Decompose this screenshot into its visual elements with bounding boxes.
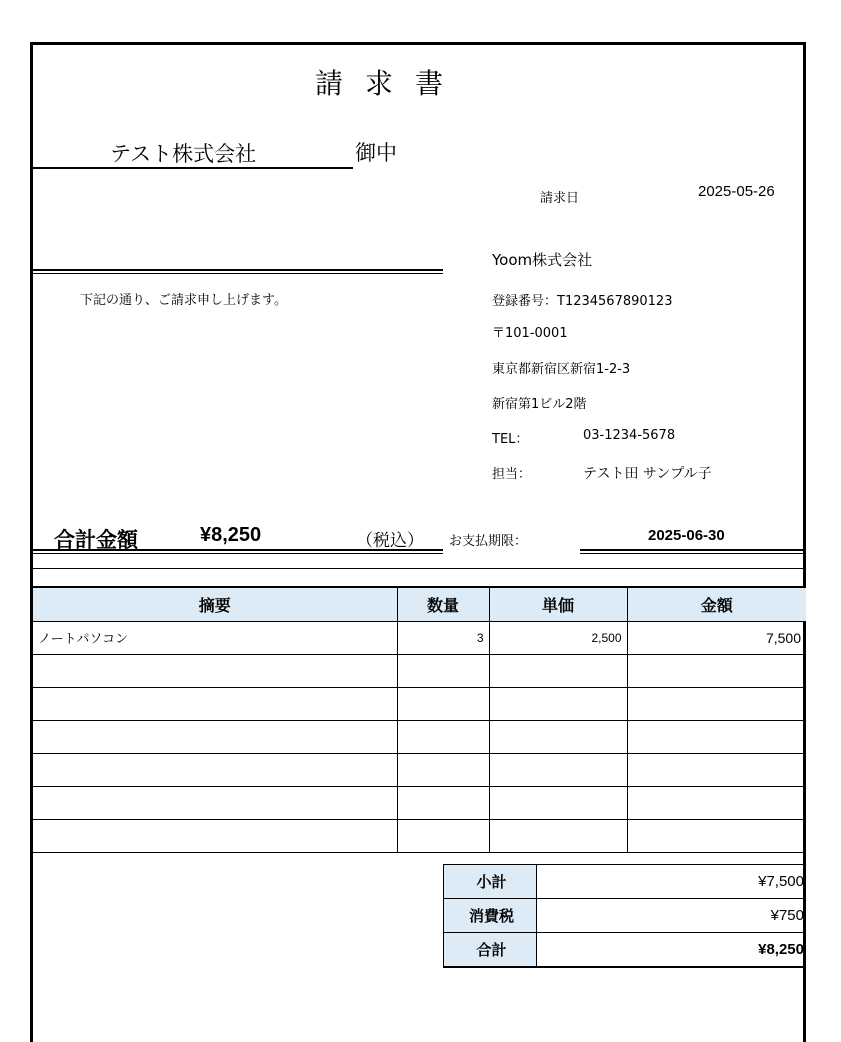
cell-amount	[627, 753, 806, 786]
table-row	[33, 621, 806, 654]
header-description: 摘要	[33, 587, 397, 621]
issuer-registration: 登録番号：T1234567890123	[492, 294, 673, 309]
subtotal-row	[444, 865, 807, 899]
total-underline	[33, 549, 443, 554]
issuer-staff-label: 担当：	[492, 467, 532, 482]
cell-amount	[627, 819, 806, 852]
table-row	[33, 819, 806, 852]
client-honorific: 御中	[355, 141, 397, 165]
tax-included-note: （税込）	[356, 531, 424, 551]
cell-amount	[627, 786, 806, 819]
cell-quantity: 3	[397, 621, 489, 654]
divider	[33, 568, 806, 569]
cell-amount	[627, 654, 806, 687]
cell-unit-price	[489, 753, 627, 786]
tax-label: 消費税	[444, 899, 537, 933]
items-table	[33, 586, 806, 853]
cell-unit-price	[489, 687, 627, 720]
header-amount: 金額	[627, 587, 806, 621]
cell-quantity	[397, 720, 489, 753]
issuer-tel: 03-1234-5678	[583, 428, 676, 443]
cell-quantity	[397, 654, 489, 687]
table-row	[33, 720, 806, 753]
cell-description	[33, 720, 397, 753]
cell-description	[33, 687, 397, 720]
cell-description	[33, 819, 397, 852]
subtotal-value: ¥7,500	[537, 865, 807, 899]
totals-table	[443, 864, 806, 968]
table-row	[33, 654, 806, 687]
divider-double	[33, 269, 443, 274]
cell-unit-price	[489, 720, 627, 753]
cell-amount	[627, 720, 806, 753]
cell-quantity	[397, 753, 489, 786]
table-row	[33, 753, 806, 786]
client-name: テスト株式会社	[110, 142, 257, 166]
grand-total-value: ¥8,250	[537, 933, 807, 967]
subtotal-label: 小計	[444, 865, 537, 899]
issuer-staff: テスト田 サンプル子	[583, 466, 712, 482]
total-amount: ¥8,250	[200, 524, 262, 546]
cell-amount	[627, 687, 806, 720]
cell-unit-price	[489, 819, 627, 852]
cell-unit-price	[489, 654, 627, 687]
total-amount-label: 合計金額	[54, 528, 138, 552]
cell-unit-price	[489, 786, 627, 819]
tax-row	[444, 899, 807, 933]
items-header-row	[33, 587, 806, 621]
header-unit-price: 単価	[489, 587, 627, 621]
document-title: 請求書	[315, 67, 466, 100]
issuer-tel-label: TEL：	[492, 432, 529, 447]
cell-amount: 7,500	[627, 621, 806, 654]
cell-quantity	[397, 786, 489, 819]
tax-value: ¥750	[537, 899, 807, 933]
issuer-address2: 新宿第1ビル2階	[492, 397, 587, 412]
due-date-label: お支払期限：	[449, 534, 528, 549]
issuer-address1: 東京都新宿区新宿1-2-3	[492, 362, 631, 377]
cell-description	[33, 753, 397, 786]
greeting-text: 下記の通り、ご請求申し上げます。	[80, 293, 287, 308]
invoice-date-label: 請求日	[540, 191, 580, 206]
table-row	[33, 687, 806, 720]
client-underline	[33, 167, 353, 169]
grand-total-row	[444, 933, 807, 967]
cell-description	[33, 654, 397, 687]
issuer-name: Yoom株式会社	[492, 251, 593, 269]
due-date-underline	[580, 549, 806, 554]
cell-description: ノートパソコン	[33, 621, 397, 654]
table-row	[33, 786, 806, 819]
cell-description	[33, 786, 397, 819]
cell-unit-price: 2,500	[489, 621, 627, 654]
cell-quantity	[397, 687, 489, 720]
invoice-date: 2025-05-26	[698, 183, 775, 200]
grand-total-label: 合計	[444, 933, 537, 967]
cell-quantity	[397, 819, 489, 852]
header-quantity: 数量	[397, 587, 489, 621]
due-date: 2025-06-30	[648, 527, 725, 544]
issuer-postal: 〒101-0001	[492, 326, 568, 341]
